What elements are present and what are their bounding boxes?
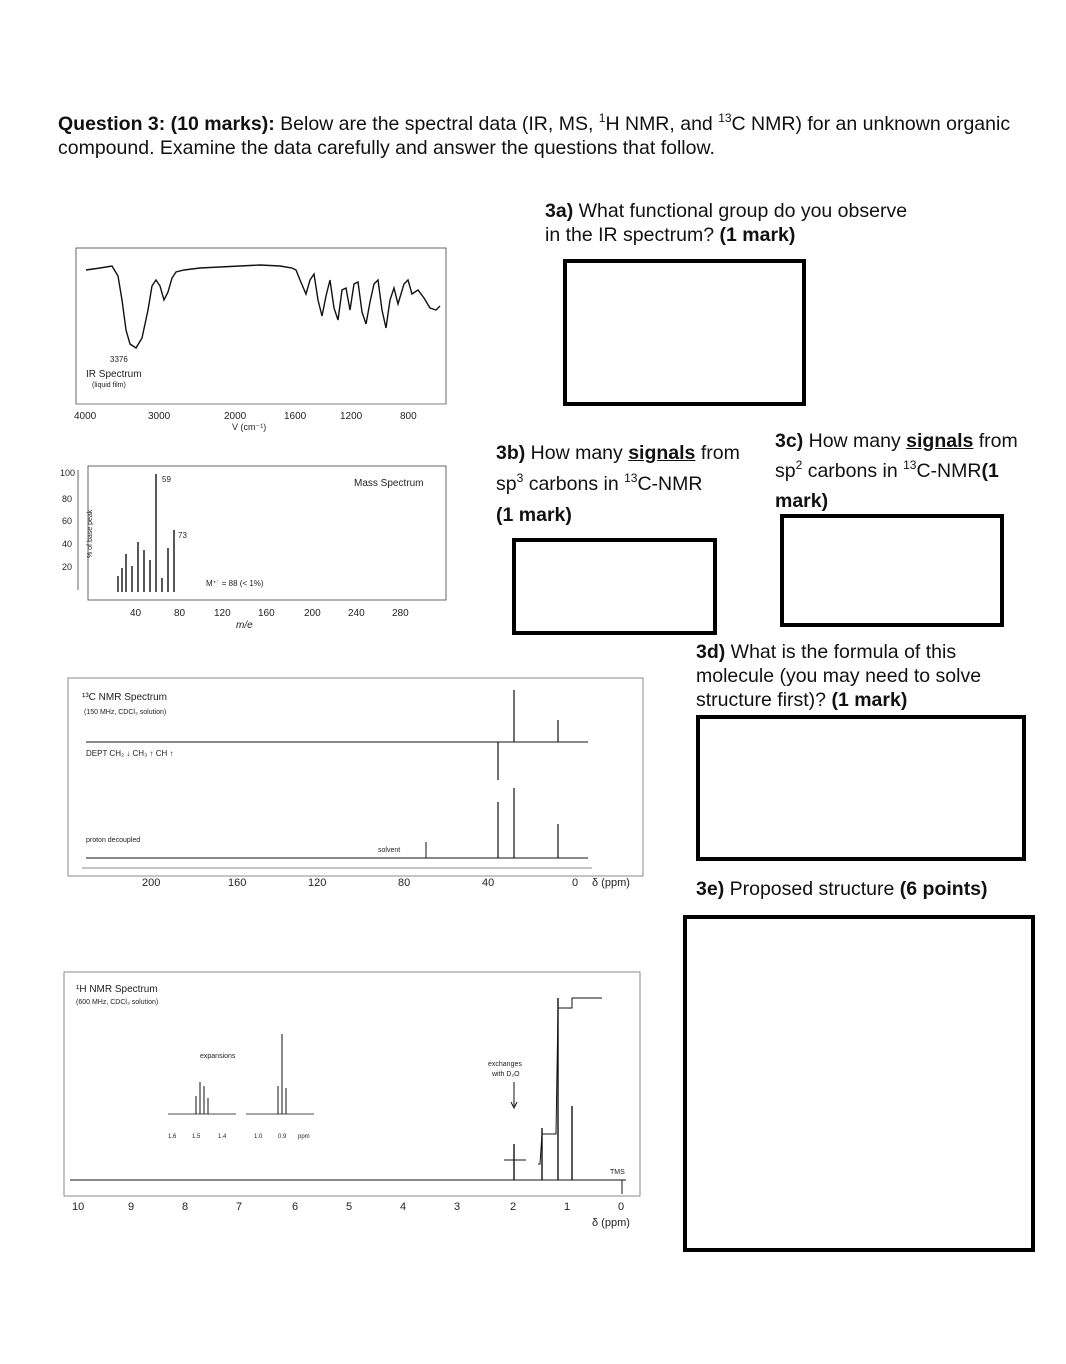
ms-peak-59: 59: [162, 475, 171, 484]
h1-xtick: 2: [510, 1201, 517, 1213]
h1-xtick: 10: [72, 1201, 85, 1213]
h1-expansion-1: [196, 1082, 208, 1114]
c13-solvent-label: solvent: [378, 847, 401, 854]
q3b-prompt: 3b) How many signals from $sp^3$ carbons in $^{13}$C-NMR (1 mark): [496, 442, 740, 526]
ms-peaks: [118, 474, 174, 592]
q3e-answer-box[interactable]: [683, 915, 1035, 1252]
h1-xlabel: δ (ppm): [592, 1217, 630, 1229]
ms-xtick: 280: [392, 608, 409, 619]
h1-integral: [538, 998, 602, 1164]
ir-xlabel: V (cm⁻¹): [232, 422, 267, 432]
ms-ytick: 20: [62, 562, 73, 572]
ms-ytick: 60: [62, 516, 73, 526]
h1-exp-tick: 1.6: [168, 1134, 177, 1140]
ms-peak-73: 73: [178, 531, 187, 540]
q3c-prompt: 3c) How many signals from $sp^2$ carbons in $^{13}$C-NMR(1 mark): [775, 430, 1018, 512]
h1-exp-tick: 0.9: [278, 1134, 287, 1140]
ir-tick: 800: [400, 411, 417, 422]
ir-tick: 1200: [340, 411, 363, 422]
h1-subtitle: (600 MHz, CDCl₃ solution): [76, 999, 159, 1006]
question-header: Question 3: (10 marks): Below are the spectral data (IR, MS, $^1$H NMR, and $^{13}$C NMR) for an unknown organic compound. Examine the data carefully and answer the questions that follow.: [58, 111, 1011, 159]
c13-xtick: 40: [482, 877, 495, 889]
ms-xtick: 120: [214, 608, 231, 619]
h1-exp-tick: ppm: [298, 1134, 310, 1140]
h1-exp-tick: 1.5: [192, 1134, 201, 1140]
c13-subtitle: (150 MHz, CDCl₃ solution): [84, 709, 167, 716]
h1-expansions-label: expansions: [200, 1053, 236, 1060]
h1-d2o-label: with D₂O: [492, 1071, 520, 1078]
ir-tick: 3000: [148, 411, 171, 422]
ms-mplus: M⁺˙ = 88 (< 1%): [206, 579, 264, 588]
ms-ytick: 100: [60, 468, 76, 478]
c13-decoupled-label: proton decoupled: [86, 837, 141, 844]
ir-spectrum: [60, 240, 460, 440]
h1-nmr-spectrum: [58, 968, 648, 1234]
h1-xtick: 9: [128, 1201, 135, 1213]
c13-xtick: 160: [228, 877, 247, 889]
c13-xlabel: δ (ppm): [592, 877, 630, 889]
h1-xtick: 0: [618, 1201, 625, 1213]
h1-exp-tick: 1.4: [218, 1134, 227, 1140]
mass-spectrum: [58, 458, 458, 638]
h1-title: ¹H NMR Spectrum: [76, 984, 158, 995]
ms-ylabel: % of base peak: [87, 509, 94, 558]
ms-xtick: 40: [130, 608, 142, 619]
h1-xtick: 1: [564, 1201, 571, 1213]
ir-tick: 2000: [224, 411, 247, 422]
h1-xtick: 6: [292, 1201, 299, 1213]
ms-ytick: 40: [62, 539, 73, 549]
h1-xtick: 7: [236, 1201, 243, 1213]
ir-title: IR Spectrum: [86, 369, 142, 380]
h1-xtick: 8: [182, 1201, 189, 1213]
h1-expansion-2: [278, 1034, 286, 1114]
ir-peak-label: 3376: [110, 355, 128, 364]
q3a-answer-box[interactable]: [563, 259, 806, 406]
h1-tms-label: TMS: [610, 1169, 625, 1176]
ms-xtick: 240: [348, 608, 365, 619]
c13-dept-label: DEPT CH₂ ↓ CH₃ ↑ CH ↑: [86, 749, 174, 758]
h1-exchanges-label: exchanges: [488, 1061, 522, 1068]
c13-xtick: 120: [308, 877, 327, 889]
ms-xtick: 80: [174, 608, 186, 619]
ms-xtick: 200: [304, 608, 321, 619]
ir-tick: 4000: [74, 411, 97, 422]
question-label: Question 3: (10 marks):: [58, 113, 275, 135]
ms-ytick: 80: [62, 494, 73, 504]
c13-nmr-spectrum: [62, 672, 652, 902]
c13-xtick: 80: [398, 877, 411, 889]
q3c-answer-box[interactable]: [780, 514, 1004, 627]
ir-trace: [86, 265, 440, 348]
h1-xtick: 5: [346, 1201, 353, 1213]
ir-tick: 1600: [284, 411, 307, 422]
ms-xtick: 160: [258, 608, 275, 619]
q3e-prompt: 3e) Proposed structure (6 points): [696, 878, 988, 900]
h1-xtick: 3: [454, 1201, 461, 1213]
q3d-prompt: 3d) What is the formula of this molecule (you may need to solve structure first)? (1 mark): [696, 641, 982, 711]
q3a-prompt: 3a) What functional group do you observe in the IR spectrum? (1 mark): [545, 200, 908, 246]
q3b-answer-box[interactable]: [512, 538, 717, 635]
q3d-answer-box[interactable]: [696, 715, 1026, 861]
ms-xlabel: m/e: [236, 620, 253, 631]
h1-xtick: 4: [400, 1201, 407, 1213]
h1-peaks: [514, 998, 572, 1180]
h1-exp-tick: 1.0: [254, 1134, 263, 1140]
c13-xtick: 200: [142, 877, 161, 889]
ms-title: Mass Spectrum: [354, 478, 424, 489]
ir-subtitle: (liquid film): [92, 382, 126, 389]
c13-title: ¹³C NMR Spectrum: [82, 692, 168, 703]
c13-xtick: 0: [572, 877, 579, 889]
